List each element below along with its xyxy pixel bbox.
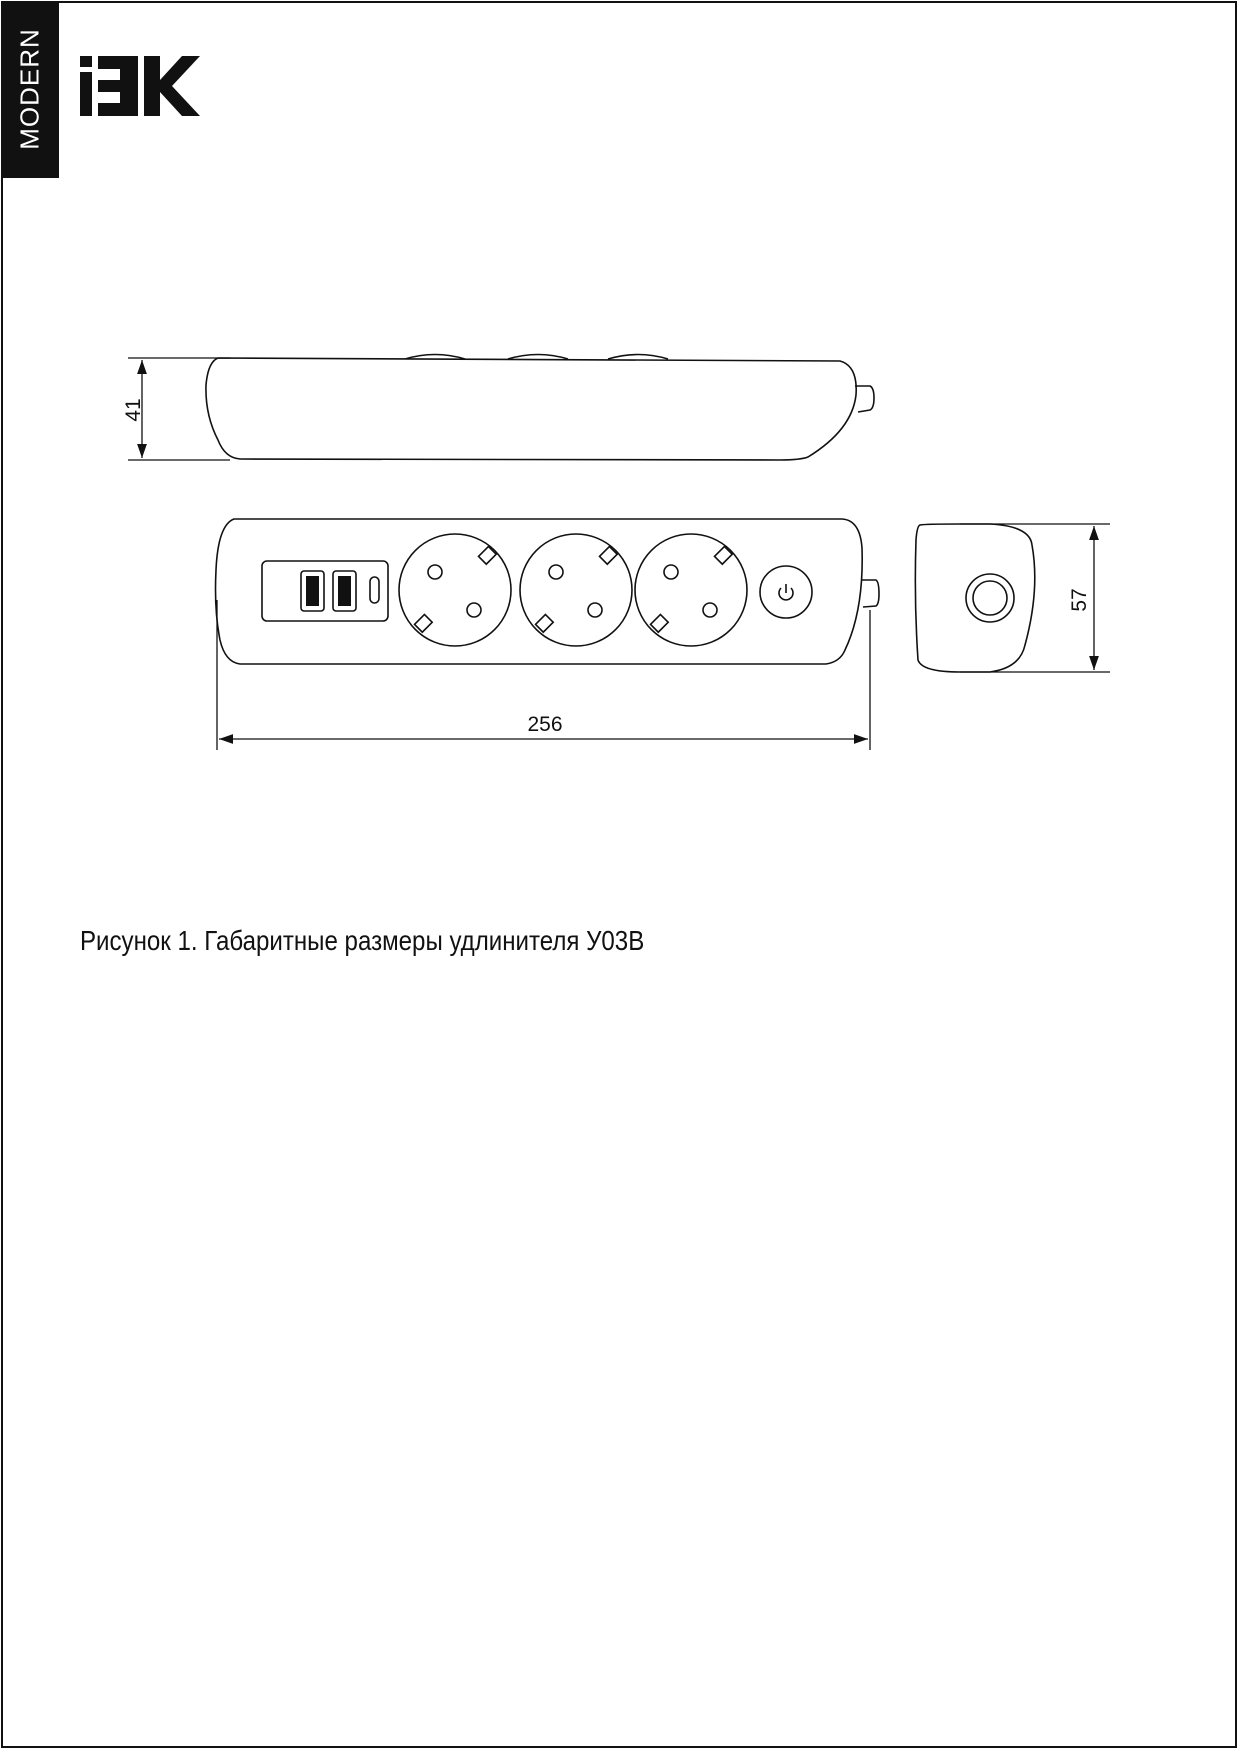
- series-label: MODERN: [14, 28, 45, 150]
- side-cord-stub: [855, 386, 874, 412]
- figure-caption: Рисунок 1. Габаритные размеры удлинителя У03В: [80, 925, 645, 956]
- end-view: [915, 524, 1034, 672]
- top-cord-stub: [862, 580, 879, 607]
- socket-bump: [608, 355, 668, 360]
- socket-bump: [508, 355, 568, 360]
- height-dimension-label: 41: [122, 398, 145, 422]
- width-dimension-label: 57: [1068, 588, 1091, 612]
- length-dimension-label: 256: [527, 713, 563, 736]
- top-view: [216, 519, 880, 664]
- side-view: [206, 355, 874, 461]
- side-body-outline: [206, 358, 856, 460]
- end-body-outline: [915, 524, 1034, 672]
